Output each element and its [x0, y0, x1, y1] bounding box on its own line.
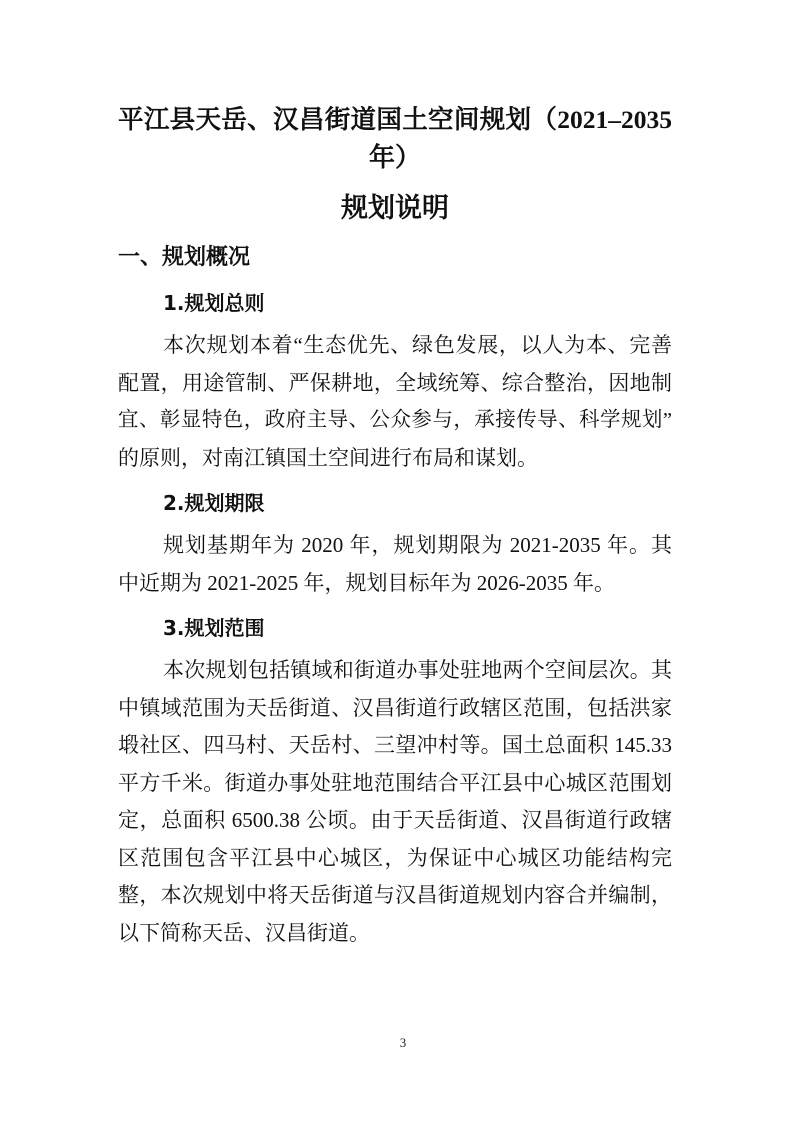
- paragraph-line: 本次规划包括镇域和街道办事处驻地两个空间层次。其: [163, 658, 672, 682]
- paragraph-line: 塅社区、四马村、天岳村、三望冲村等。国土总面积 145.33: [118, 733, 672, 757]
- document-title: [118, 101, 672, 177]
- title-line-1: 平江县天岳、汉昌街道国土空间规划（2021–2035: [118, 105, 672, 134]
- paragraph-line: 规划基期年为 2020 年，规划期限为 2021-2035 年。其: [163, 533, 672, 557]
- paragraph-planning-scope: [118, 652, 672, 952]
- subsection-heading-planning-period: 2.规划期限: [163, 491, 265, 515]
- title-line-2: 年）: [368, 143, 421, 172]
- paragraph-line: 区范围包含平江县中心城区，为保证中心城区功能结构完: [118, 845, 672, 870]
- paragraph-line: 定，总面积 6500.38 公顷。由于天岳街道、汉昌街道行政辖: [118, 808, 672, 832]
- subsection-heading-planning-scope: 3.规划范围: [163, 616, 265, 640]
- paragraph-line: 本次规划本着“生态优先、绿色发展，以人为本、完善: [163, 333, 672, 357]
- paragraph-line: 以下简称天岳、汉昌街道。: [118, 920, 370, 945]
- paragraph-line: 的原则，对南江镇国土空间进行布局和谋划。: [118, 445, 538, 470]
- paragraph-line: 整，本次规划中将天岳街道与汉昌街道规划内容合并编制，: [118, 883, 672, 907]
- document-body: [118, 101, 672, 981]
- paragraph-line: 配置，用途管制、严保耕地，全域统筹、综合整治，因地制: [118, 370, 672, 395]
- page-number: 3: [399, 1035, 407, 1050]
- paragraph-line: 宜、彰显特色，政府主导、公众参与，承接传导、科学规划”: [118, 409, 672, 431]
- subsection-heading-general-rules: 1.规划总则: [163, 291, 265, 315]
- paragraph-line: 中镇域范围为天岳街道、汉昌街道行政辖区范围，包括洪家: [118, 695, 672, 720]
- paragraph-planning-period: [118, 527, 672, 602]
- document-subtitle: 规划说明: [341, 193, 449, 223]
- paragraph-line: 中近期为 2021-2025 年，规划目标年为 2026-2035 年。: [118, 570, 615, 595]
- paragraph-general-rules: [118, 327, 672, 477]
- section-heading-overview: 一、规划概况: [118, 245, 251, 270]
- paragraph-line: 平方千米。街道办事处驻地范围结合平江县中心城区范围划: [118, 770, 672, 795]
